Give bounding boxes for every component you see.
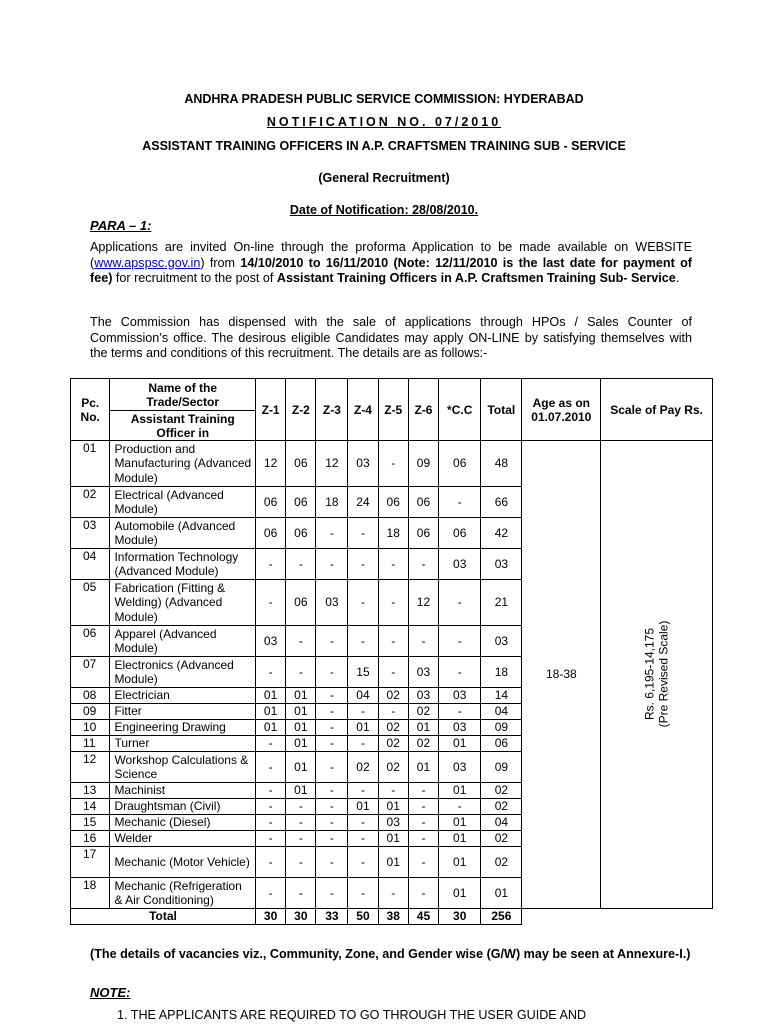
vacancy-cell: -	[255, 580, 285, 626]
vacancy-cell: 01	[439, 878, 481, 909]
vacancy-cell: -	[348, 626, 378, 657]
vacancy-cell: -	[408, 831, 438, 847]
trade-name: Welder	[110, 831, 256, 847]
row-number: 13	[71, 783, 110, 799]
vacancy-cell: 06	[286, 487, 316, 518]
vacancy-cell: 02	[378, 736, 408, 752]
vacancy-cell: 12	[316, 441, 348, 487]
vacancy-cell: 06	[286, 580, 316, 626]
vacancy-cell: 02	[378, 720, 408, 736]
trade-name: Electrical (Advanced Module)	[110, 487, 256, 518]
row-number: 18	[71, 878, 110, 909]
row-number: 01	[71, 441, 110, 487]
vacancy-cell: -	[255, 752, 285, 783]
trade-name: Mechanic (Motor Vehicle)	[110, 847, 256, 878]
header-scale: Scale of Pay Rs.	[601, 379, 713, 441]
vacancy-cell: -	[286, 626, 316, 657]
vacancy-cell: 01	[439, 736, 481, 752]
table-row	[71, 441, 713, 487]
vacancy-cell: -	[255, 549, 285, 580]
vacancy-cell: -	[408, 549, 438, 580]
vacancy-cell: -	[408, 815, 438, 831]
vacancy-cell: -	[348, 518, 378, 549]
vacancy-cell: 02	[408, 736, 438, 752]
para1-text-4: .	[675, 271, 680, 285]
vacancy-cell: 01	[286, 783, 316, 799]
vacancy-cell: 03	[439, 549, 481, 580]
vacancy-cell: -	[378, 783, 408, 799]
vacancy-cell: -	[378, 549, 408, 580]
vacancy-cell: -	[255, 783, 285, 799]
vacancy-cell: -	[408, 626, 438, 657]
vacancy-cell: 01	[378, 831, 408, 847]
vacancy-cell: 66	[481, 487, 522, 518]
vacancy-cell: 03	[439, 688, 481, 704]
row-number: 04	[71, 549, 110, 580]
vacancy-cell: 48	[481, 441, 522, 487]
para1-text-3: for recruitment to the post of	[112, 271, 277, 285]
row-number: 08	[71, 688, 110, 704]
vacancy-cell: 03	[348, 441, 378, 487]
vacancy-cell: 03	[255, 626, 285, 657]
notification-number: NOTIFICATION NO. 07/2010	[266, 115, 502, 129]
vacancy-cell: -	[316, 847, 348, 878]
vacancy-cell: -	[439, 626, 481, 657]
vacancy-cell: 15	[348, 657, 378, 688]
vacancy-cell: 18	[378, 518, 408, 549]
trade-name: Electronics (Advanced Module)	[110, 657, 256, 688]
paragraph-2: The Commission has dispensed with the sale of applications through HPOs / Sales Counter of Commission’s office. The desirous eligible Candidates may apply ON-LINE by satisfying themselves with the terms and conditions of this recruitment. The details are as follows:-	[90, 315, 692, 360]
trade-name: Automobile (Advanced Module)	[110, 518, 256, 549]
vacancy-cell: 06	[408, 518, 438, 549]
vacancy-cell: 12	[408, 580, 438, 626]
vacancy-cell: -	[348, 783, 378, 799]
vacancy-cell: -	[439, 487, 481, 518]
header-z5: Z-5	[378, 379, 408, 441]
total-cell: 30	[286, 909, 316, 925]
vacancy-cell: 03	[316, 580, 348, 626]
row-number: 03	[71, 518, 110, 549]
trade-name: Draughtsman (Civil)	[110, 799, 256, 815]
header-total: Total	[481, 379, 522, 441]
vacancy-cell: -	[348, 831, 378, 847]
vacancy-cell: 04	[481, 704, 522, 720]
row-number: 02	[71, 487, 110, 518]
vacancy-cell: 03	[481, 549, 522, 580]
header-age: Age as on 01.07.2010	[522, 379, 601, 441]
row-number: 05	[71, 580, 110, 626]
trade-name: Information Technology (Advanced Module)	[110, 549, 256, 580]
vacancy-cell: 24	[348, 487, 378, 518]
vacancy-cell: 18	[316, 487, 348, 518]
vacancy-cell: 06	[286, 441, 316, 487]
vacancy-cell: -	[286, 549, 316, 580]
trade-name: Workshop Calculations & Science	[110, 752, 256, 783]
vacancy-cell: 03	[439, 752, 481, 783]
vacancy-cell: 02	[378, 752, 408, 783]
vacancy-cell: -	[286, 878, 316, 909]
trade-name: Mechanic (Diesel)	[110, 815, 256, 831]
vacancy-cell: -	[348, 878, 378, 909]
vacancy-cell: 42	[481, 518, 522, 549]
recruitment-type: (General Recruitment)	[318, 171, 450, 185]
vacancy-cell: 02	[481, 847, 522, 878]
para1-text-2: ) from	[200, 255, 241, 270]
pay-scale-range: Rs. 6,195-14,175	[642, 628, 657, 721]
vacancy-cell: 01	[408, 720, 438, 736]
vacancy-cell: -	[255, 736, 285, 752]
vacancy-cell: 06	[439, 518, 481, 549]
header-cc: *C.C	[439, 379, 481, 441]
row-number: 16	[71, 831, 110, 847]
trade-name: Electrician	[110, 688, 256, 704]
vacancy-cell: -	[316, 549, 348, 580]
vacancy-cell: -	[316, 783, 348, 799]
annexure-note: (The details of vacancies viz., Community, Zone, and Gender wise (G/W) may be seen at Annexure-I.)	[90, 947, 691, 961]
trade-name: Fitter	[110, 704, 256, 720]
trade-name: Turner	[110, 736, 256, 752]
vacancy-cell: -	[378, 580, 408, 626]
pay-scale-text	[643, 621, 671, 728]
vacancy-cell: 01	[439, 831, 481, 847]
vacancy-cell: 01	[286, 736, 316, 752]
vacancy-cell: -	[316, 752, 348, 783]
vacancy-cell: 02	[481, 783, 522, 799]
trade-name: Mechanic (Refrigeration & Air Conditioning)	[110, 878, 256, 909]
vacancy-cell: 14	[481, 688, 522, 704]
vacancy-cell: -	[408, 878, 438, 909]
row-number: 14	[71, 799, 110, 815]
vacancy-cell: -	[316, 688, 348, 704]
vacancy-cell: -	[286, 831, 316, 847]
vacancy-cell: -	[439, 799, 481, 815]
total-cell: 38	[378, 909, 408, 925]
vacancy-cell: -	[286, 657, 316, 688]
vacancy-cell: 01	[286, 752, 316, 783]
header-z6: Z-6	[408, 379, 438, 441]
vacancy-cell: 01	[286, 688, 316, 704]
vacancy-cell: 01	[286, 720, 316, 736]
vacancy-cell: 01	[378, 847, 408, 878]
total-cell: 30	[439, 909, 481, 925]
row-number: 09	[71, 704, 110, 720]
vacancy-cell: -	[255, 799, 285, 815]
vacancy-cell: -	[439, 704, 481, 720]
vacancy-cell: 01	[378, 799, 408, 815]
vacancy-cell: -	[378, 441, 408, 487]
header-z3: Z-3	[316, 379, 348, 441]
vacancy-cell: -	[255, 831, 285, 847]
vacancy-cell: 06	[439, 441, 481, 487]
para1-text-1: Applications are invited On-line through the proforma Application to be made available on WEBSITE (	[90, 240, 692, 270]
total-cell: 30	[255, 909, 285, 925]
vacancy-cell: 01	[439, 847, 481, 878]
total-cell: 50	[348, 909, 378, 925]
vacancy-cell: -	[316, 815, 348, 831]
note-item-1: 1. THE APPLICANTS ARE REQUIRED TO GO THROUGH THE USER GUIDE AND	[117, 1008, 587, 1022]
header-z4: Z-4	[348, 379, 378, 441]
pay-scale-cell	[601, 441, 713, 909]
header-trade: Name of the Trade/Sector	[110, 379, 256, 411]
vacancy-cell: 02	[408, 704, 438, 720]
vacancy-cell: -	[348, 549, 378, 580]
header-trade-sub: Assistant Training Officer in	[110, 411, 256, 441]
vacancy-cell: -	[316, 831, 348, 847]
vacancy-cell: -	[378, 657, 408, 688]
vacancy-cell: -	[408, 799, 438, 815]
row-number: 10	[71, 720, 110, 736]
header-pc-no: Pc. No.	[71, 379, 110, 441]
vacancy-cell: -	[316, 799, 348, 815]
row-number: 07	[71, 657, 110, 688]
para1-dates: 14/10/2010 to 16/11/2010 (Note: 12/11/2010 is the last date for payment of fee)	[90, 255, 692, 285]
vacancy-cell: 03	[408, 688, 438, 704]
trade-name: Fabrication (Fitting & Welding) (Advanced Module)	[110, 580, 256, 626]
vacancy-cell: -	[255, 815, 285, 831]
vacancy-cell: 01	[348, 720, 378, 736]
vacancy-cell: 06	[255, 518, 285, 549]
vacancy-cell: 01	[255, 720, 285, 736]
row-number: 06	[71, 626, 110, 657]
total-row	[71, 909, 713, 925]
header-z1: Z-1	[255, 379, 285, 441]
total-cell: 256	[481, 909, 522, 925]
vacancy-cell: 01	[439, 783, 481, 799]
vacancy-cell: 04	[348, 688, 378, 704]
vacancy-cell: 01	[286, 704, 316, 720]
vacancy-cell: 09	[481, 720, 522, 736]
vacancy-cell: 01	[408, 752, 438, 783]
trade-name: Engineering Drawing	[110, 720, 256, 736]
vacancy-cell: -	[255, 878, 285, 909]
vacancy-cell: -	[378, 704, 408, 720]
notification-date: Date of Notification: 28/08/2010.	[289, 203, 479, 217]
vacancy-cell: 03	[439, 720, 481, 736]
row-number: 15	[71, 815, 110, 831]
trade-name: Production and Manufacturing (Advanced Module)	[110, 441, 256, 487]
vacancy-cell: 01	[481, 878, 522, 909]
vacancy-cell: 02	[348, 752, 378, 783]
vacancy-cell: 12	[255, 441, 285, 487]
vacancy-cell: 09	[408, 441, 438, 487]
vacancy-cell: 01	[439, 815, 481, 831]
vacancy-cell: -	[316, 878, 348, 909]
vacancy-cell: -	[348, 580, 378, 626]
vacancy-cell: -	[255, 847, 285, 878]
vacancy-cell: 18	[481, 657, 522, 688]
vacancy-cell: -	[316, 626, 348, 657]
vacancy-cell: 06	[481, 736, 522, 752]
vacancy-cell: -	[348, 704, 378, 720]
note-label: NOTE:	[90, 985, 131, 1000]
vacancy-cell: -	[316, 704, 348, 720]
paragraph-1	[90, 240, 692, 287]
vacancy-cell: 03	[481, 626, 522, 657]
vacancy-cell: 06	[286, 518, 316, 549]
total-label: Total	[71, 909, 256, 925]
vacancy-cell: -	[316, 518, 348, 549]
vacancy-cell: -	[439, 657, 481, 688]
vacancy-cell: 06	[255, 487, 285, 518]
trade-name: Apparel (Advanced Module)	[110, 626, 256, 657]
vacancy-cell: -	[286, 799, 316, 815]
vacancy-cell: 02	[481, 799, 522, 815]
vacancy-cell: -	[286, 847, 316, 878]
vacancy-cell: -	[316, 657, 348, 688]
vacancy-cell: -	[378, 878, 408, 909]
trade-name: Machinist	[110, 783, 256, 799]
vacancy-cell: -	[255, 657, 285, 688]
commission-heading: ANDHRA PRADESH PUBLIC SERVICE COMMISSION: HYDERABAD	[184, 92, 584, 106]
vacancy-cell: -	[348, 815, 378, 831]
post-title: ASSISTANT TRAINING OFFICERS IN A.P. CRAFTSMEN TRAINING SUB - SERVICE	[142, 139, 626, 153]
total-cell: 33	[316, 909, 348, 925]
para1-post: Assistant Training Officers in A.P. Craftsmen Training Sub- Service	[276, 271, 676, 285]
vacancy-cell: -	[408, 847, 438, 878]
vacancy-table	[70, 378, 713, 925]
vacancy-cell: -	[286, 815, 316, 831]
row-number: 12	[71, 752, 110, 783]
vacancy-cell: 01	[255, 704, 285, 720]
vacancy-cell: -	[348, 736, 378, 752]
vacancy-cell: 06	[378, 487, 408, 518]
row-number: 11	[71, 736, 110, 752]
vacancy-cell: 02	[378, 688, 408, 704]
vacancy-cell: 04	[481, 815, 522, 831]
website-link[interactable]: www.apspsc.gov.in	[94, 255, 201, 270]
vacancy-cell: 02	[481, 831, 522, 847]
vacancy-cell: 03	[408, 657, 438, 688]
pay-scale-note: (Pre Revised Scale)	[656, 620, 671, 728]
header-z2: Z-2	[286, 379, 316, 441]
vacancy-cell: 21	[481, 580, 522, 626]
para-label: PARA – 1:	[90, 218, 152, 233]
total-cell: 45	[408, 909, 438, 925]
age-limit-cell: 18-38	[522, 441, 601, 909]
vacancy-cell: -	[316, 736, 348, 752]
vacancy-cell: -	[348, 847, 378, 878]
vacancy-cell: -	[316, 720, 348, 736]
vacancy-cell: 03	[378, 815, 408, 831]
vacancy-cell: 09	[481, 752, 522, 783]
row-number: 17	[71, 847, 110, 878]
vacancy-cell: 01	[348, 799, 378, 815]
vacancy-cell: -	[439, 580, 481, 626]
vacancy-cell: 01	[255, 688, 285, 704]
vacancy-cell: -	[378, 626, 408, 657]
vacancy-cell: 06	[408, 487, 438, 518]
vacancy-cell: -	[408, 783, 438, 799]
